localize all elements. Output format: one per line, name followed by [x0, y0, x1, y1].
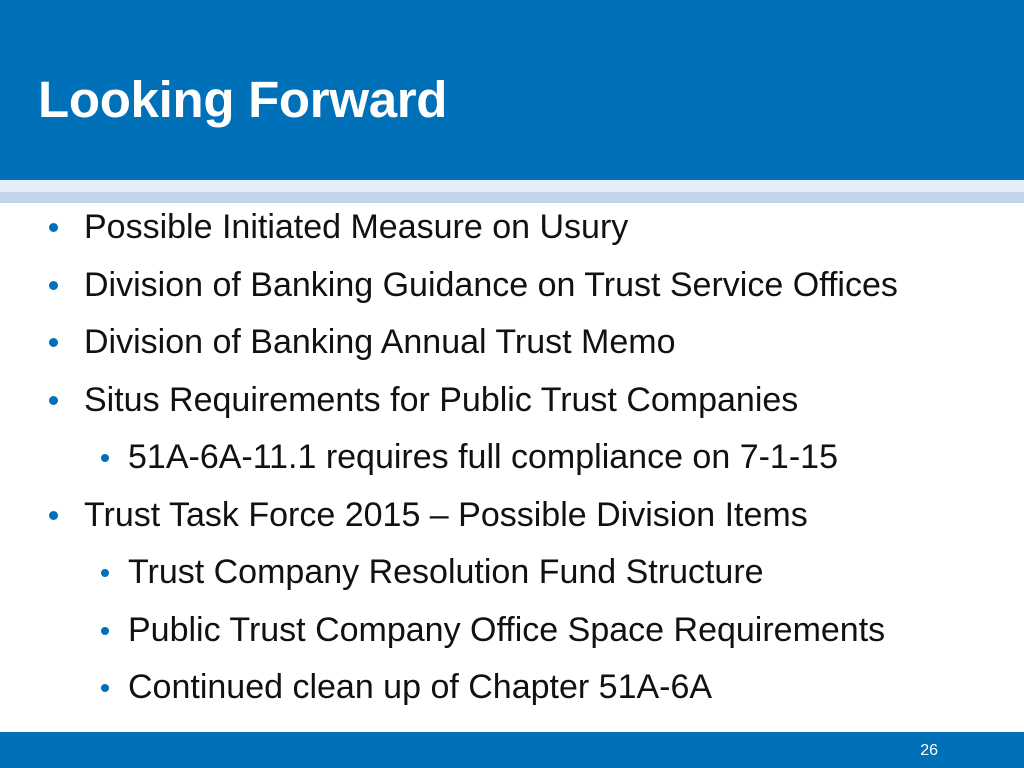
- bullet-dot-icon: [49, 281, 58, 290]
- bullet-text: 51A-6A-11.1 requires full compliance on 7-1-15: [128, 438, 838, 476]
- bullet-item: [0, 372, 1024, 430]
- title-band: [0, 0, 1024, 180]
- sub-bullet-item: [0, 429, 1024, 487]
- bullet-dot-icon: [49, 223, 58, 232]
- bullet-text: Division of Banking Annual Trust Memo: [84, 323, 676, 361]
- bullet-item: [0, 487, 1024, 545]
- sub-bullet-item: [0, 602, 1024, 660]
- bullet-dot-icon: [49, 338, 58, 347]
- bullet-dot-icon: [49, 396, 58, 405]
- bullet-text: Continued clean up of Chapter 51A-6A: [128, 668, 713, 706]
- bullet-text: Situs Requirements for Public Trust Companies: [84, 380, 799, 419]
- bullet-text: Possible Initiated Measure on Usury: [84, 208, 629, 246]
- bullet-item: [0, 314, 1024, 372]
- bullet-text: Trust Task Force 2015 – Possible Division Items: [84, 495, 808, 534]
- sub-bullet-item: [0, 659, 1024, 717]
- divider-gap: [0, 180, 1024, 192]
- slide-title: Looking Forward: [38, 71, 448, 128]
- bullet-text: Division of Banking Guidance on Trust Service Offices: [84, 265, 898, 304]
- footer-band: [0, 732, 1024, 768]
- bullet-item: [0, 199, 1024, 257]
- bullet-list: [0, 199, 1024, 717]
- bullet-dot-icon: [101, 569, 109, 577]
- bullet-item: [0, 257, 1024, 315]
- bullet-dot-icon: [101, 454, 109, 462]
- bullet-dot-icon: [101, 627, 109, 635]
- bullet-text: Public Trust Company Office Space Requirements: [128, 610, 886, 649]
- page-number: 26: [920, 742, 938, 759]
- sub-bullet-item: [0, 544, 1024, 602]
- bullet-dot-icon: [49, 511, 58, 520]
- bullet-text: Trust Company Resolution Fund Structure: [128, 553, 764, 591]
- bullet-dot-icon: [101, 684, 109, 692]
